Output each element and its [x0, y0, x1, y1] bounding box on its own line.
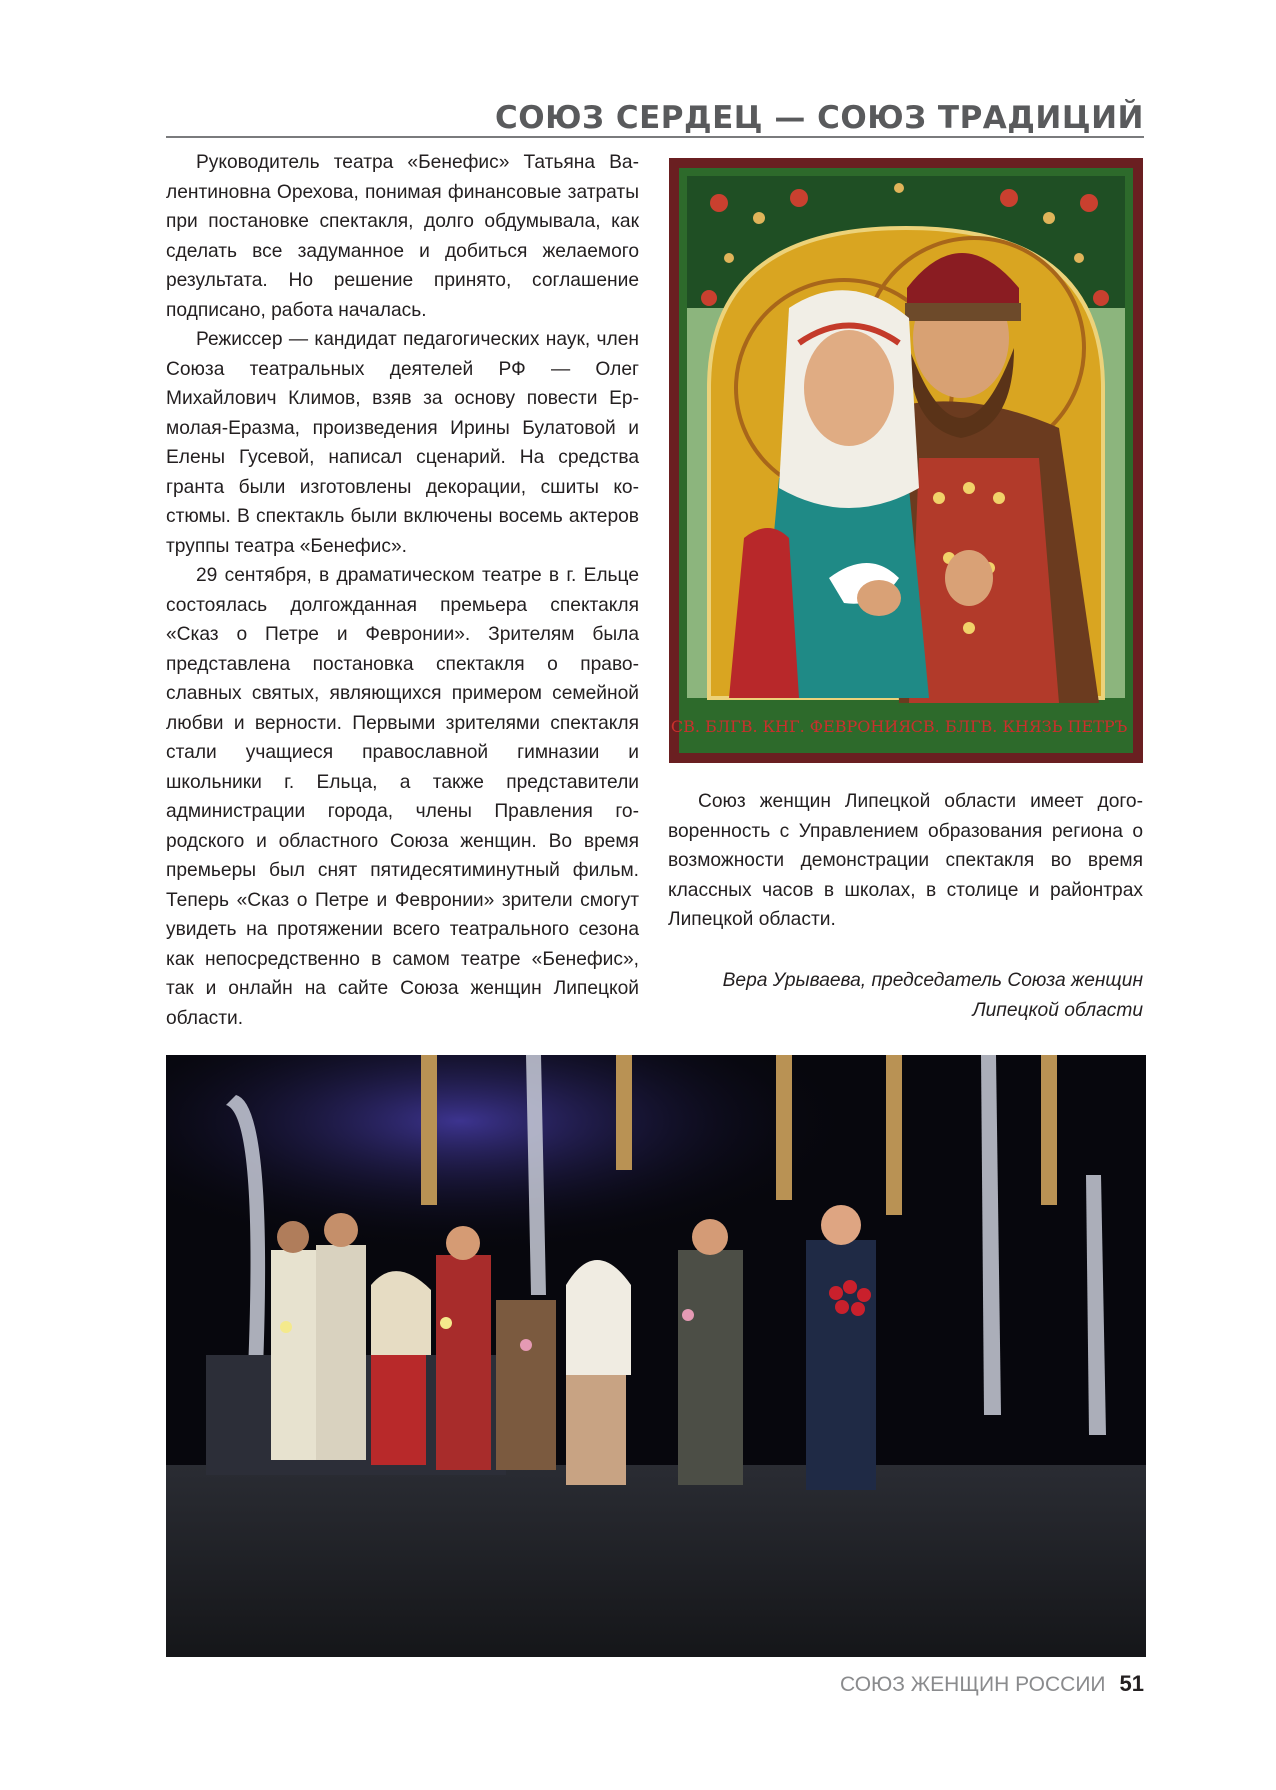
header-rule — [166, 136, 1144, 138]
running-header-title: СОЮЗ СЕРДЕЦ — СОЮЗ ТРАДИЦИЙ — [495, 100, 1144, 136]
signature-line: Липецкой области — [972, 999, 1143, 1021]
icon-inscription-right: СВ. БЛГВ. КНЯЗЬ ПЕТРЪ — [910, 717, 1128, 736]
article-left-column — [166, 148, 639, 1033]
icon-inscription-left: СВ. БЛГВ. КНГ. ФЕВРОНИЯ — [670, 717, 912, 736]
article-paragraph: Союз женщин Липецкой области имеет договоренность с Управлением образования региона о возможности демонстрации спектакля во время классных часов в школах, в столице и районтрах Липецкой области. — [668, 791, 1143, 930]
article-paragraph: Режиссер — кандидат педагогических наук, член Союза театральных деятелей РФ — Олег Михайлович Климов, взяв за основу повести Ермолая-Еразма, произведения Ирины Булатовой и Елены Гусевой, написал сценарий. На средства гранта были изготовлены декорации, сшиты костюмы. В спектакль были включены восемь актеров труппы театра «Бенефис». — [166, 329, 639, 557]
footer-magazine-name: СОЮЗ ЖЕНЩИН РОССИИ — [840, 1673, 1106, 1696]
article-paragraph: 29 сентября, в драматическом театре в г. Ельце состоялась долгожданная премьера спектакля «Сказ о Петре и Февронии». Зрителям была представлена постановка спектакля о православных святых, являющихся примером семейной любви и верности. Первыми зрителями спектакля стали учащиеся православной гимназии и школьники г. Ельца, а также представители администрации города, члены Правления городского и областного Союза женщин. Во время премьеры был снят пятидесятиминутный фильм. Теперь «Сказ о Петре и Февронии» зрители смогут увидеть на протяжении всего театрального сезона как непосредственно в самом театре «Бенефис», так и онлайн на сайте Союза женщин Липецкой области. — [166, 565, 639, 1029]
icon-image-peter-fevronia — [669, 158, 1143, 763]
author-signature — [668, 966, 1143, 1025]
stage-photo-curtain-call — [166, 1055, 1146, 1657]
article-right-column — [668, 787, 1143, 935]
page-footer — [700, 1666, 1144, 1702]
article-paragraph: Руководитель театра «Бенефис» Татьяна Валентиновна Орехова, понимая финансовые затраты при постановке спектакля, долго обдумывала, как сделать все задуманное и добиться желаемого результата. Но решение принято, соглашение подписано, работа началась. — [166, 152, 639, 321]
signature-line: Вера Урываева, председатель Союза женщин — [722, 970, 1143, 991]
page-number: 51 — [1119, 1671, 1144, 1696]
